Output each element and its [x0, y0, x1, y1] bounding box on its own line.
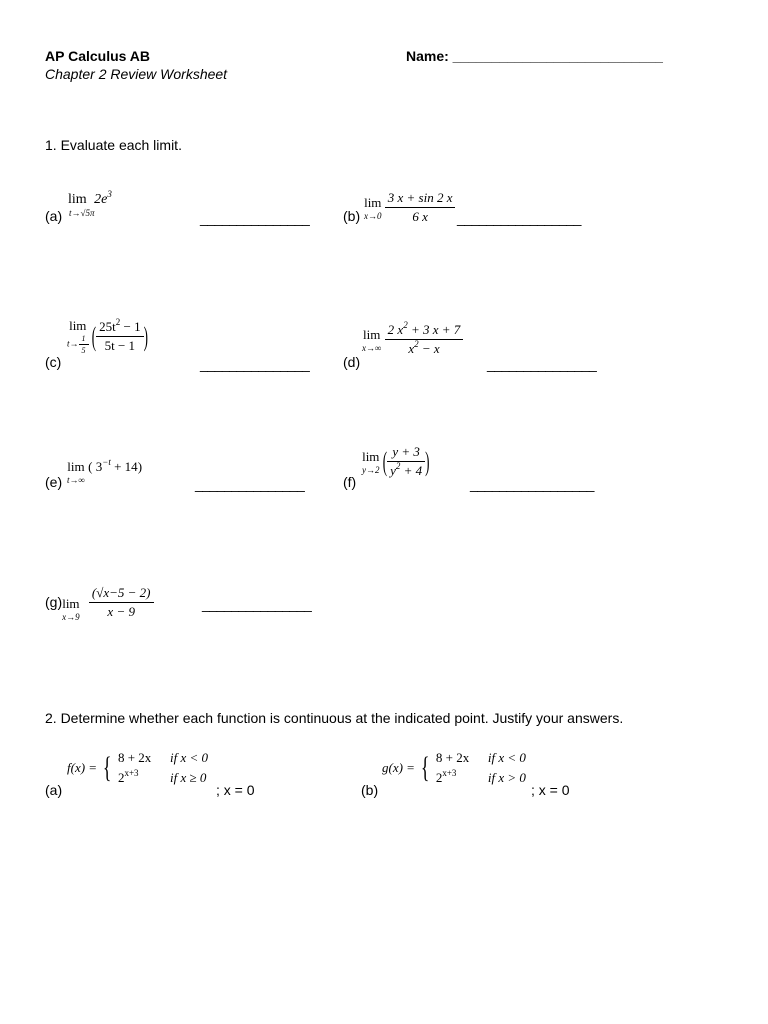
q2b-case-1: 8 + 2x if x < 0 — [435, 750, 526, 765]
q1f-lim: lim — [362, 448, 380, 464]
q1b-limit — [364, 190, 455, 225]
q1d-denominator: $x^2 - x$ — [408, 339, 440, 356]
course-title: AP Calculus AB — [45, 48, 151, 64]
q1g-label: (g) — [45, 594, 63, 610]
q1c-sub: t→ $\frac{1}{5}$ — [67, 334, 89, 355]
q1c-lim: lim — [69, 318, 87, 333]
q1b-numerator: 3 x + sin 2 x — [385, 190, 456, 208]
q1d-numerator: 2 $x^2 + 3$ x + 7 — [385, 322, 464, 340]
q1c-numerator: $25t^2 - 1$ — [96, 319, 143, 337]
q1g-answer-blank[interactable]: _______________ — [202, 596, 312, 612]
q1e-label: (e) — [45, 474, 63, 490]
q2b-case-2: $2^{x+3}$ if x > 0 — [435, 768, 526, 785]
q1a-expr: $2e^3$ — [94, 189, 112, 207]
q1f-sub: y→2 — [362, 464, 380, 475]
q1f-answer-blank[interactable]: _________________ — [470, 476, 594, 492]
q1d-limit — [362, 322, 463, 357]
q1b-sub: x→0 — [364, 210, 382, 221]
q1g-limit — [45, 582, 154, 622]
q1d-fraction — [385, 322, 464, 357]
q1a-lim: lim — [68, 192, 87, 207]
q1a-answer-blank[interactable]: _______________ — [200, 210, 310, 226]
question-1-prompt: 1. Evaluate each limit. — [45, 137, 182, 153]
q1b-denominator: 6 x — [412, 209, 428, 224]
q2b-point: ; x = 0 — [531, 782, 570, 798]
q1c-limit: lim t→ $\frac{1}{5}$ ( $\frac{25t^2 - 1}{5t - 1}$ ) — [67, 317, 148, 355]
q1a-limit — [68, 189, 112, 218]
q1b-lim: lim — [364, 194, 382, 210]
q1f-numerator: y + 3 — [387, 444, 425, 462]
q1e-lim: lim — [67, 459, 85, 474]
q1g-lim: lim — [62, 596, 80, 611]
q1c-denominator: 5t − 1 — [104, 338, 136, 353]
q1e-limit: lim t→∞ ( $3^{-t} + 14$) — [67, 457, 143, 485]
q1f-fraction — [387, 444, 425, 479]
q1b-fraction — [385, 190, 456, 225]
q2a-case-2: $2^{x+3}$ if x ≥ 0 — [117, 768, 207, 785]
q1f-denominator: $y^2 + 4$ — [390, 461, 423, 478]
q2a-label: (a) — [45, 782, 63, 798]
q1c-label: (c) — [45, 354, 62, 370]
q1g-denominator: x − 9 — [107, 603, 135, 619]
q1g-numerator: (√x−5 − 2) — [89, 585, 154, 603]
q1e-answer-blank[interactable]: _______________ — [195, 476, 305, 492]
q2b-piecewise: g(x) = { 8 + 2x if x < 0 $2^{x+3}$ if x > 0 — [382, 750, 526, 785]
q2a-function-name: f(x) = — [67, 760, 98, 775]
q1a-sub: t→√5π — [69, 208, 95, 218]
q1g-fraction — [89, 585, 154, 620]
q2a-case-1: 8 + 2x if x < 0 — [117, 750, 208, 765]
q2a-point: ; x = 0 — [216, 782, 255, 798]
q1d-lim: lim — [363, 326, 381, 342]
q2b-function-name: g(x) = — [382, 760, 415, 775]
q1b-label: (b) — [343, 208, 361, 224]
name-field[interactable]: Name: ___________________________ — [406, 48, 663, 64]
q1g-sub: x→9 — [62, 612, 80, 622]
q1c-answer-blank[interactable]: _______________ — [200, 356, 310, 372]
q1d-label: (d) — [343, 354, 361, 370]
q1f-limit: lim y→2 ( $\frac{y + 3}{y^2 + 4}$ ) — [362, 444, 430, 478]
q2b-label: (b) — [361, 782, 379, 798]
q1d-sub: x→∞ — [362, 342, 382, 353]
q2a-piecewise: f(x) = { 8 + 2x if x < 0 $2^{x+3}$ if x ≥ 0 — [67, 750, 208, 785]
q1f-label: (f) — [343, 474, 357, 490]
worksheet-subtitle: Chapter 2 Review Worksheet — [45, 66, 228, 82]
q1e-sub: t→∞ — [67, 475, 85, 485]
q1d-answer-blank[interactable]: _______________ — [487, 356, 597, 372]
q1c-fraction — [96, 319, 143, 354]
question-2-prompt: 2. Determine whether each function is continuous at the indicated point. Justify your answers. — [45, 710, 624, 726]
q1b-answer-blank[interactable]: _________________ — [457, 210, 581, 226]
q1a-label: (a) — [45, 208, 63, 224]
